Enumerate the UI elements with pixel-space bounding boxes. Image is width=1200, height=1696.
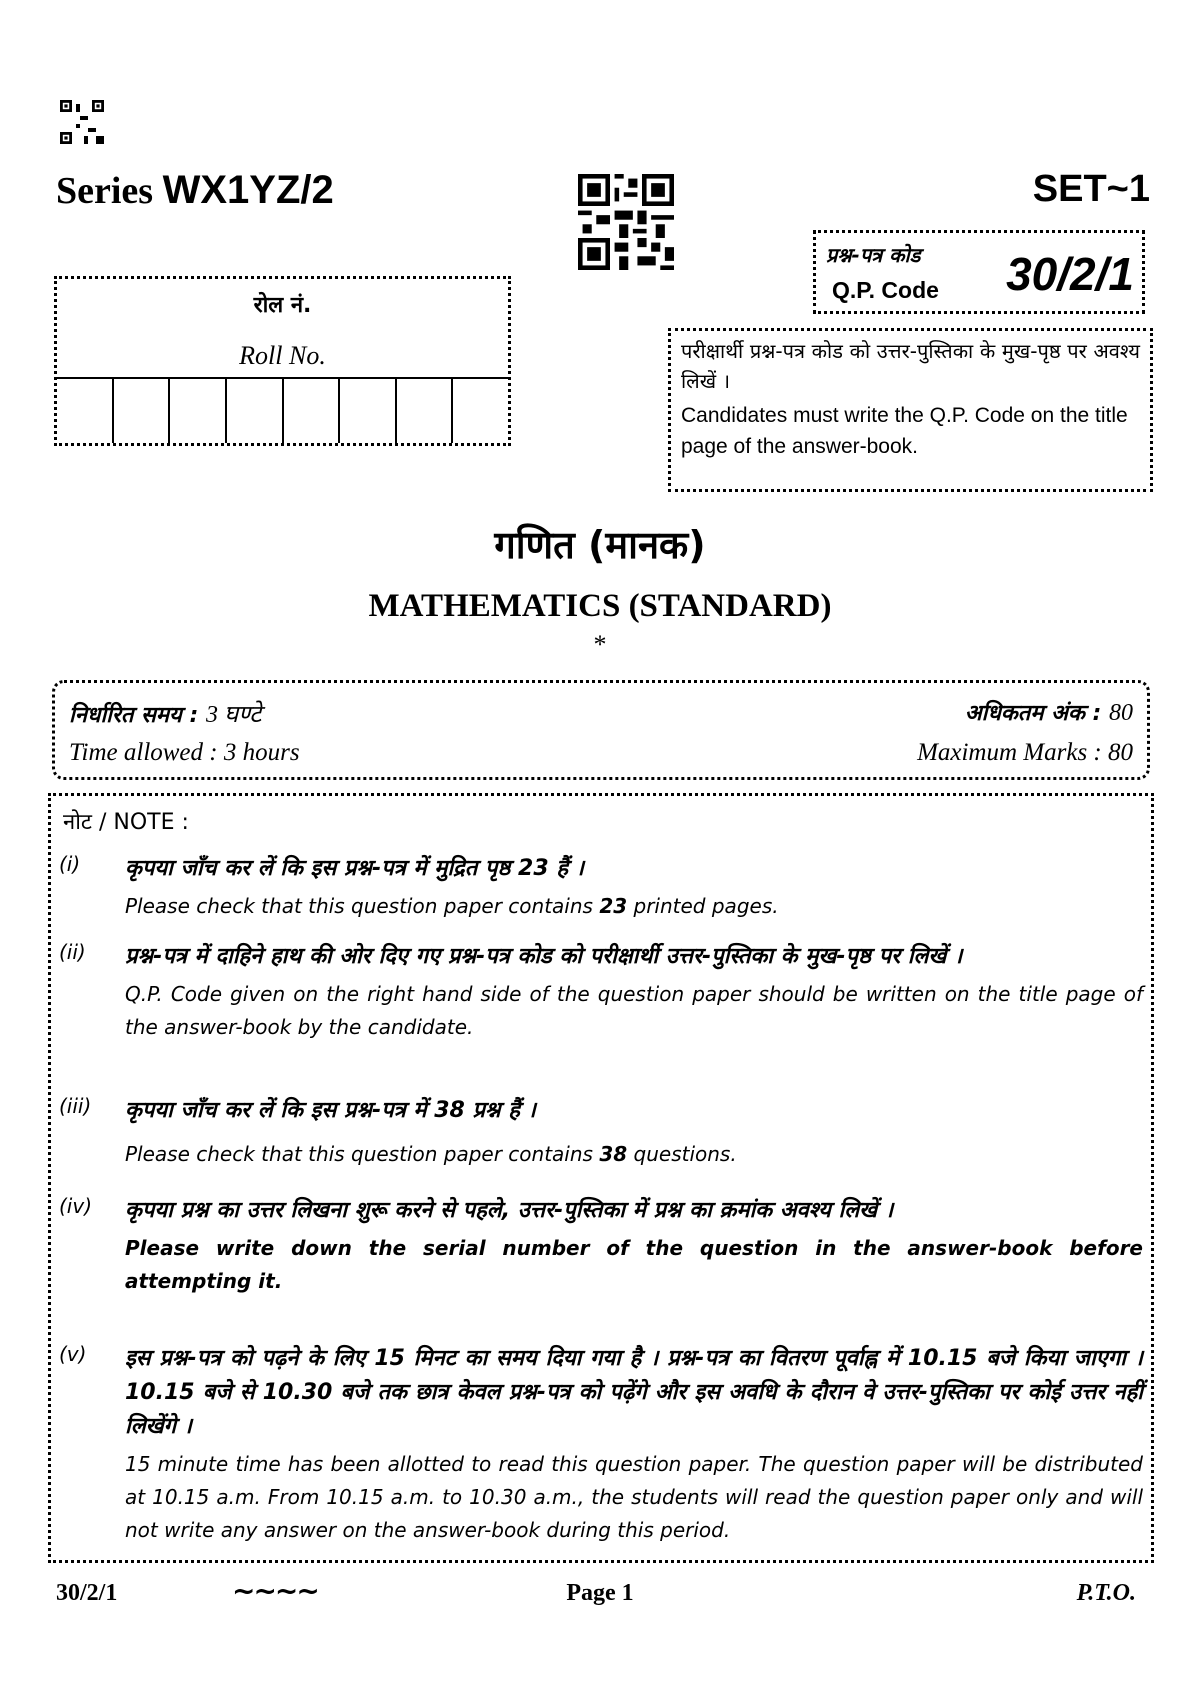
roll-cell[interactable]: [284, 379, 341, 443]
roll-label-en: Roll No.: [239, 341, 326, 370]
note-text-en: Please check that this question paper contains 38 questions.: [125, 1142, 737, 1166]
note-item: [51, 940, 1143, 1044]
note-index: (iv): [59, 1194, 92, 1218]
note-text-hi: कृपया जाँच कर लें कि इस प्रश्न-पत्र में 38 प्रश्न हैं ।: [125, 1098, 536, 1123]
qr-code: [578, 174, 674, 270]
notes-box: [48, 793, 1154, 1563]
subject-title-hi: गणित (मानक): [494, 523, 706, 567]
roll-number-cells: [57, 377, 508, 443]
footer-tilde: ~~~~: [232, 1574, 318, 1607]
note-text-en: Please write down the serial number of the question in the answer-book before attempting it.: [125, 1236, 1143, 1293]
roll-cell[interactable]: [57, 379, 114, 443]
series-label: Series WX1YZ/2: [56, 168, 334, 212]
roll-cell[interactable]: [114, 379, 171, 443]
note-text-en: 15 minute time has been allotted to read this question paper. The question paper will be distributed at 10.15 a.m. From 10.15 a.m. to 10.30 a.m., the students will read the question paper only and will not write any answer on the answer-book during this period.: [125, 1452, 1143, 1542]
footer-code: 30/2/1: [56, 1580, 118, 1606]
note-index: (iii): [59, 1094, 92, 1118]
note-item: [51, 1194, 1143, 1298]
time-marks-box: [52, 680, 1150, 780]
qp-code-value: 30/2/1: [1006, 248, 1134, 300]
roll-number-box: [54, 276, 511, 446]
roll-label-hi: रोल नं.: [253, 293, 312, 318]
roll-cell[interactable]: [170, 379, 227, 443]
time-allowed-en: Time allowed : 3 hours: [69, 739, 300, 766]
note-item: [51, 852, 1143, 923]
subject-mark: *: [593, 630, 607, 659]
set-label: SET~1: [1032, 168, 1150, 210]
roll-cell[interactable]: [340, 379, 397, 443]
roll-cell[interactable]: [453, 379, 508, 443]
small-qr-code: [60, 100, 104, 144]
subject-title-en: MATHEMATICS (STANDARD): [368, 588, 832, 624]
qp-code-box: [813, 230, 1145, 314]
candidate-instruction-en: Candidates must write the Q.P. Code on the title page of the answer-book.: [681, 404, 1128, 458]
candidate-instruction-box: [668, 328, 1153, 492]
qp-code-label-hi: प्रश्न-पत्र कोड: [826, 243, 921, 267]
series-code: WX1YZ/2: [162, 168, 334, 212]
footer-pto: P.T.O.: [1076, 1580, 1136, 1606]
qp-code-label-en: Q.P. Code: [832, 277, 939, 303]
footer-page-number: Page 1: [566, 1580, 634, 1606]
note-index: (v): [59, 1342, 87, 1366]
note-text-hi: कृपया प्रश्न का उत्तर लिखना शुरू करने से पहले, उत्तर-पुस्तिका में प्रश्न का क्रमांक अवश्य लिखें ।: [125, 1198, 894, 1223]
roll-cell[interactable]: [397, 379, 454, 443]
note-text-hi: कृपया जाँच कर लें कि इस प्रश्न-पत्र में मुद्रित पृष्ठ 23 हैं ।: [125, 856, 584, 881]
notes-heading: नोट / NOTE :: [63, 810, 189, 835]
candidate-instruction-hi: परीक्षार्थी प्रश्न-पत्र कोड को उत्तर-पुस्तिका के मुख-पृष्ठ पर अवश्य लिखें ।: [681, 339, 1140, 393]
max-marks-en: Maximum Marks : 80: [917, 739, 1133, 766]
roll-cell[interactable]: [227, 379, 284, 443]
note-text-hi: इस प्रश्न-पत्र को पढ़ने के लिए 15 मिनट का समय दिया गया है । प्रश्न-पत्र का वितरण पूर्वाह्न में 10.15 बजे किया जाएगा । 10.15 बजे से 10.30 बजे तक छात्र केवल प्रश्न-पत्र को पढ़ेंगे और इस अवधि के दौरान वे उत्तर-पुस्तिका पर कोई उत्तर नहीं लिखेंगे ।: [125, 1346, 1143, 1439]
time-allowed-hi: निर्धारित समय : 3 घण्टे: [69, 702, 262, 728]
note-index: (i): [59, 852, 81, 876]
note-text-hi: प्रश्न-पत्र में दाहिने हाथ की ओर दिए गए प्रश्न-पत्र कोड को परीक्षार्थी उत्तर-पुस्तिका के मुख-पृष्ठ पर लिखें ।: [125, 944, 963, 969]
note-text-en: Q.P. Code given on the right hand side of the question paper should be written on the title page of the answer-book by the candidate.: [125, 982, 1143, 1039]
note-text-en: Please check that this question paper contains 23 printed pages.: [125, 894, 779, 918]
max-marks-hi: अधिकतम अंक : 80: [964, 700, 1133, 726]
note-index: (ii): [59, 940, 86, 964]
note-item: [51, 1094, 1143, 1171]
note-item: [51, 1342, 1143, 1547]
